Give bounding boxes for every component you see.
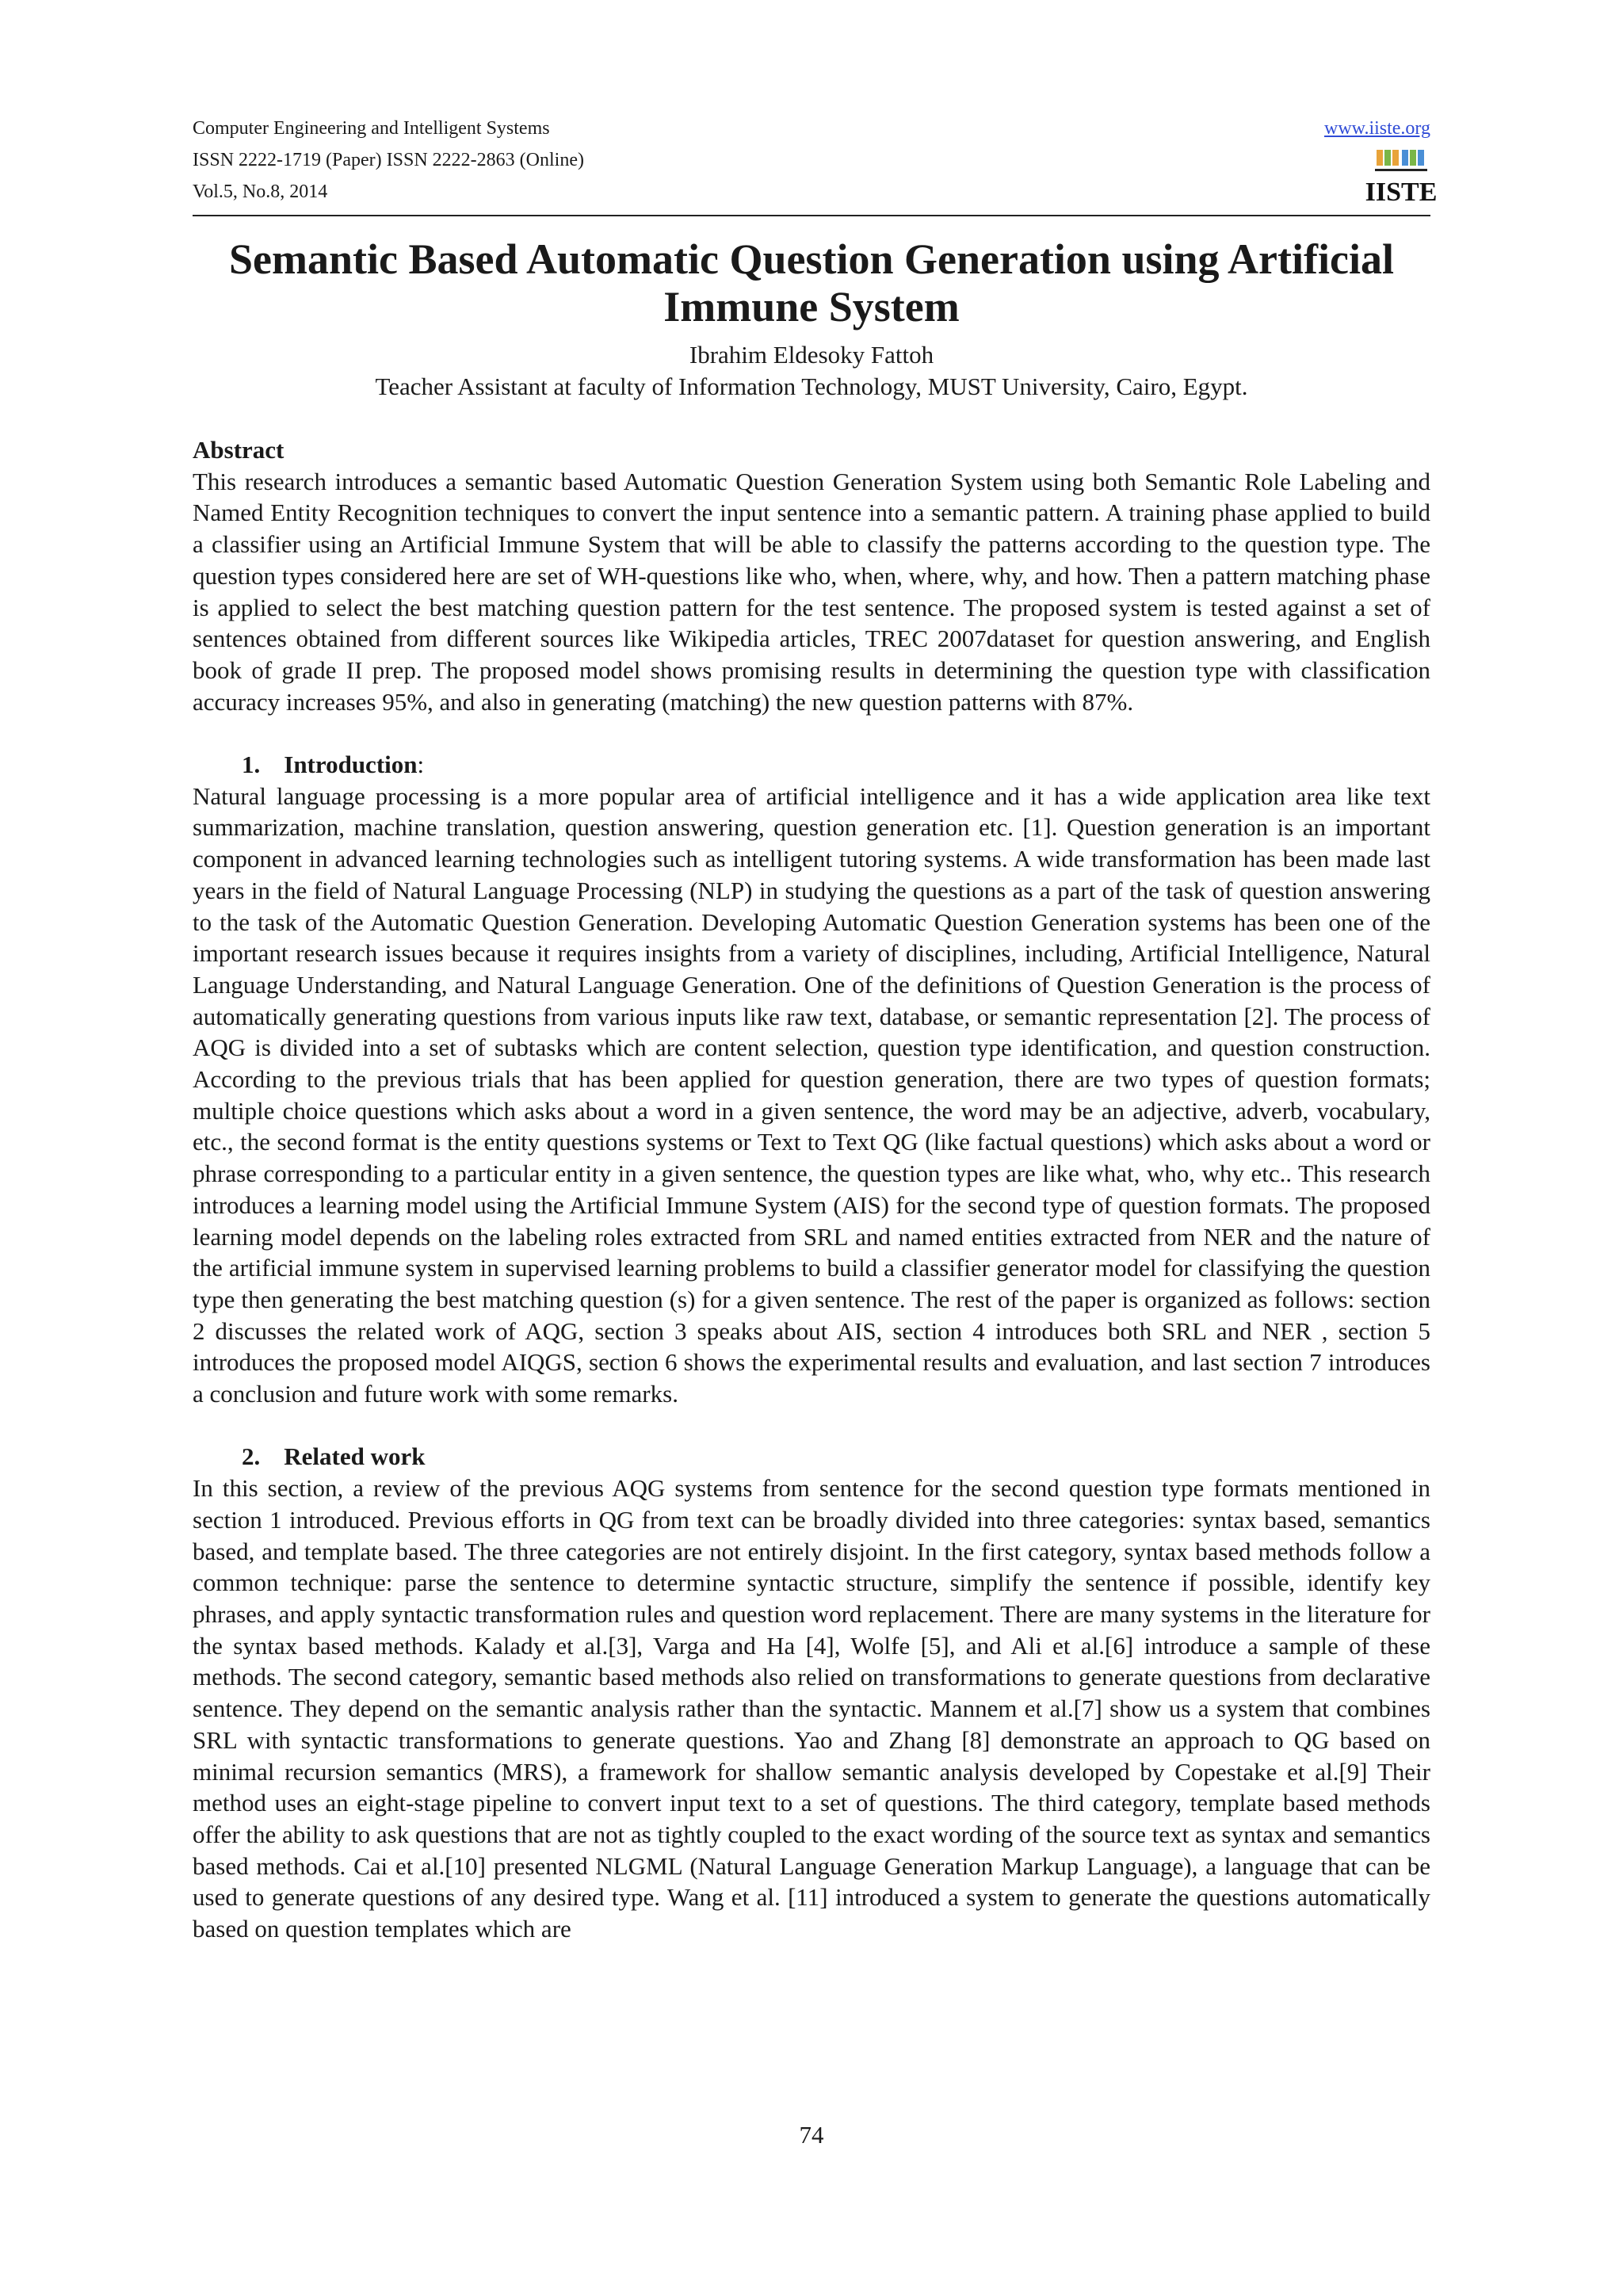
section-title-suffix: :	[417, 751, 425, 779]
journal-name: Computer Engineering and Intelligent Systems	[193, 118, 550, 139]
paper-title: Semantic Based Automatic Question Generation using Artificial Immune System	[229, 235, 1394, 330]
iiste-logo-icon	[1365, 147, 1438, 207]
abstract-heading: Abstract	[193, 436, 285, 464]
journal-issn: ISSN 2222-1719 (Paper) ISSN 2222-2863 (Online)	[193, 150, 584, 170]
svg-text:IISTE: IISTE	[1365, 178, 1438, 207]
header-divider	[193, 215, 1430, 216]
journal-url-link[interactable]: www.iiste.org	[1324, 118, 1430, 139]
section-number: 2.	[242, 1442, 261, 1471]
paper-body	[193, 434, 1430, 1945]
paper-affiliation: Teacher Assistant at faculty of Information Technology, MUST University, Cairo, Egypt.	[375, 372, 1248, 400]
section-text-introduction: Natural language processing is a more popular area of artificial intelligence and it has a wide application area like text summarization, machine translation, question answering, question generation etc. [1]. Question generation is an important component in advanced learning technologies such as intelligent tutoring systems. A wide transformation has been made last years in the field of Natural Language Processing (NLP) in studying the questions as a part of the task of question answering to the task of the Automatic Question Generation. Developing Automatic Question Generation systems has been one of the important research issues because it requires insights from a variety of disciplines, including, Artificial Intelligence, Natural Language Understanding, and Natural Language Generation. One of the definitions of Question Generation is the process of automatically generating questions from various inputs like raw text, database, or semantic representation [2]. The process of AQG is divided into a set of subtasks which are content selection, question type identification, and question construction. According to the previous trials that has been applied for question generation, there are two types of question formats; multiple choice questions which asks about a word in a given sentence, the word may be an adjective, adverb, vocabulary, etc., the second format is the entity questions systems or Text to Text QG (like factual questions) which asks about a word or phrase corresponding to a particular entity in a given sentence, the question types are like what, who, why etc.. This research introduces a learning model using the Artificial Immune System (AIS) for the second type of question formats. The proposed learning model depends on the labeling roles extracted from SRL and named entities extracted from NER and the nature of the artificial immune system in supervised learning problems to build a classifier generator model for classifying the question type then generating the best matching question (s) for a given sentence. The rest of the paper is organized as follows: section 2 discusses the related work of AQG, section 3 speaks about AIS, section 4 introduces both SRL and NER , section 5 introduces the proposed model AIQGS, section 6 shows the experimental results and evaluation, and last section 7 introduces a conclusion and future work with some remarks.	[193, 781, 1430, 1408]
section-text-related-work: In this section, a review of the previous AQG systems from sentence for the second question type formats mentioned in section 1 introduced. Previous efforts in QG from text can be broadly divided into three categories: syntax based, semantics based, and template based. The three categories are not entirely disjoint. In the first category, syntax based methods follow a common technique: parse the sentence to determine syntactic structure, simplify the sentence if possible, identify key phrases, and apply syntactic transformation rules and question word replacement. There are many systems in the literature for the syntax based methods. Kalady et al.[3], Varga and Ha [4], Wolfe [5], and Ali et al.[6] introduce a sample of these methods. The second category, semantic based methods also relied on transformations to generate questions from declarative sentence. They depend on the semantic analysis rather than the syntactic. Mannem et al.[7] show us a system that combines SRL with syntactic transformations to generate questions. Yao and Zhang [8] demonstrate an approach to QG based on minimal recursion semantics (MRS), a framework for shallow semantic analysis developed by Copestake et al.[9] Their method uses an eight-stage pipeline to convert input text to a set of questions. The third category, template based methods offer the ability to ask questions that are not as tightly coupled to the exact wording of the source text as syntax and semantics based methods. Cai et al.[10] presented NLGML (Natural Language Generation Markup Language), a language that can be used to generate questions of any desired type. Wang et al. [11] introduced a system to generate the questions automatically based on question templates which are	[193, 1474, 1430, 1943]
journal-volume: Vol.5, No.8, 2014	[193, 181, 328, 202]
section-heading-introduction	[193, 749, 1430, 781]
section-title: Related work	[284, 1442, 426, 1471]
abstract-text: This research introduces a semantic based Automatic Question Generation System using both Semantic Role Labeling and Named Entity Recognition techniques to convert the input sentence into a semantic pattern. A training phase applied to build a classifier using an Artificial Immune System that will be able to classify the patterns according to the question type. The question types considered here are set of WH-questions like who, when, where, why, and how. Then a pattern matching phase is applied to select the best matching question pattern for the test sentence. The proposed system is tested against a set of sentences obtained from different sources like Wikipedia articles, TREC 2007dataset for question answering, and English book of grade II prep. The proposed model shows promising results in determining the question type with classification accuracy increases 95%, and also in generating (matching) the new question patterns with 87%.	[193, 467, 1430, 716]
section-heading-related-work	[193, 1441, 1430, 1473]
paper-author: Ibrahim Eldesoky Fattoh	[689, 341, 934, 369]
page-number: 74	[799, 2121, 824, 2149]
section-title: Introduction	[284, 751, 418, 779]
section-number: 1.	[242, 751, 261, 779]
